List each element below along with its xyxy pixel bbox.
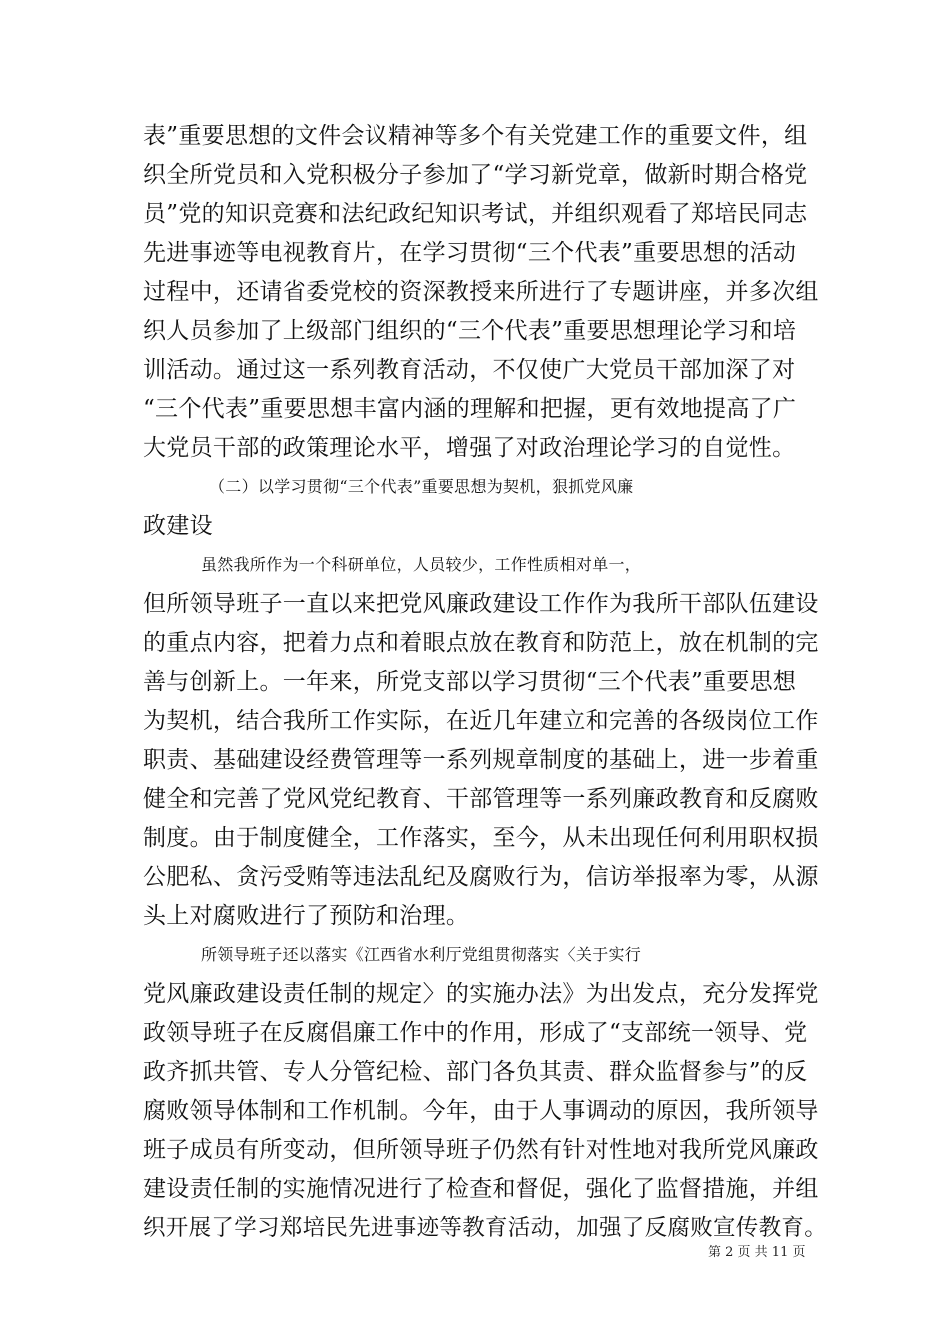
text-line: 员”党的知识竞赛和法纪政纪知识考试，并组织观看了郑培民同志	[143, 201, 808, 227]
text-line: 职责、基础建设经费管理等一系列规章制度的基础上，进一步着重	[143, 747, 819, 773]
text-line: “三个代表”重要思想丰富内涵的理解和把握，更有效地提高了广	[143, 396, 797, 422]
text-line: 表”重要思想的文件会议精神等多个有关党建工作的重要文件，组	[143, 123, 808, 149]
text-line: 政齐抓共管、专人分管纪检、部门各负其责、群众监督参与”的反	[143, 1059, 808, 1085]
text-line: 班子成员有所变动，但所领导班子仍然有针对性地对我所党风廉政	[143, 1137, 819, 1163]
text-line: 过程中，还请省委党校的资深教授来所进行了专题讲座，并多次组	[143, 279, 819, 305]
text-line: 制度。由于制度健全，工作落实，至今，从未出现任何利用职权损	[143, 825, 819, 851]
paragraph-start: 虽然我所作为一个科研单位，人员较少，工作性质相对单一，	[201, 555, 642, 574]
text-line: 善与创新上。一年来，所党支部以学习贯彻“三个代表”重要思想	[143, 669, 797, 695]
paragraph-start: 所领导班子还以落实《江西省水利厅党组贯彻落实〈关于实行	[201, 945, 642, 964]
text-line: 腐败领导体制和工作机制。今年，由于人事调动的原因，我所领导	[143, 1098, 819, 1124]
text-line: 党风廉政建设责任制的规定〉的实施办法》为出发点，充分发挥党	[143, 981, 819, 1007]
text-line: 织开展了学习郑培民先进事迹等教育活动，加强了反腐败宣传教育。	[143, 1215, 828, 1241]
text-line: 训活动。通过这一系列教育活动，不仅使广大党员干部加深了对	[143, 357, 796, 383]
text-line: 先进事迹等电视教育片，在学习贯彻“三个代表”重要思想的活动	[143, 240, 797, 266]
page-number: 第 2 页 共 11 页	[708, 1245, 806, 1260]
text-line: 政领导班子在反腐倡廉工作中的作用，形成了“支部统一领导、党	[143, 1020, 808, 1046]
section-heading: （二）以学习贯彻“三个代表”重要思想为契机，狠抓党风廉	[209, 477, 634, 496]
text-line: 织全所党员和入党积极分子参加了“学习新党章，做新时期合格党	[143, 162, 808, 188]
section-heading-continued: 政建设	[143, 513, 213, 539]
text-line: 为契机，结合我所工作实际，在近几年建立和完善的各级岗位工作	[143, 708, 819, 734]
text-line: 头上对腐败进行了预防和治理。	[143, 903, 470, 929]
text-line: 建设责任制的实施情况进行了检查和督促，强化了监督措施，并组	[143, 1176, 819, 1202]
text-line: 公肥私、贪污受贿等违法乱纪及腐败行为，信访举报率为零，从源	[143, 864, 819, 890]
text-line: 健全和完善了党风党纪教育、干部管理等一系列廉政教育和反腐败	[143, 786, 819, 812]
text-line: 大党员干部的政策理论水平，增强了对政治理论学习的自觉性。	[143, 435, 796, 461]
text-line: 但所领导班子一直以来把党风廉政建设工作作为我所干部队伍建设	[143, 591, 819, 617]
text-line: 织人员参加了上级部门组织的“三个代表”重要思想理论学习和培	[143, 318, 797, 344]
text-line: 的重点内容，把着力点和着眼点放在教育和防范上，放在机制的完	[143, 630, 819, 656]
